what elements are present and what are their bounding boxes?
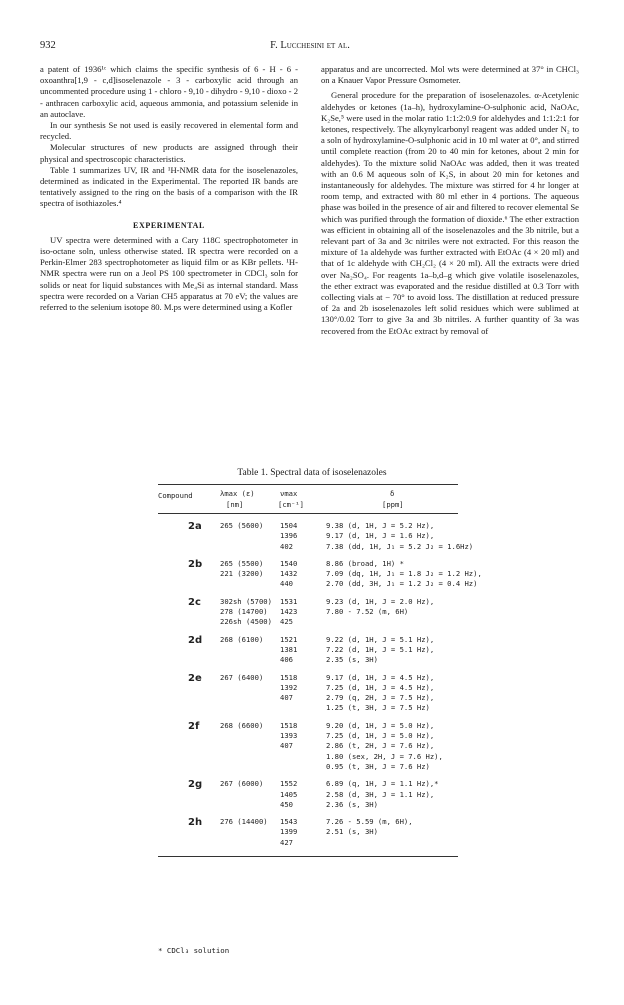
table-row bbox=[158, 597, 458, 628]
table-header-rule bbox=[158, 513, 458, 514]
paragraph: Molecular structures of new products are assigned through their physical and spectroscopic characteristics. bbox=[40, 142, 298, 164]
nmr-cell bbox=[326, 635, 434, 666]
ir-cell-line: 1521 bbox=[280, 634, 298, 644]
compound-cell: 2f bbox=[188, 720, 200, 732]
ir-cell-line: 1405 bbox=[280, 789, 298, 799]
ir-cell-line: 427 bbox=[280, 837, 293, 847]
nmr-cell-line: 7.25 (d, 1H, J = 5.0 Hz), bbox=[326, 731, 435, 741]
header-delta-unit: [ppm] bbox=[382, 500, 404, 509]
ir-cell-line: 1381 bbox=[280, 644, 298, 654]
nmr-cell-line: 2.70 (dd, 3H, J₁ = 1.2 J₂ = 0.4 Hz) bbox=[326, 579, 478, 589]
header-lambda: λmax (ε) bbox=[220, 489, 255, 498]
ir-cell bbox=[280, 521, 297, 552]
compound-cell: 2c bbox=[188, 596, 201, 608]
lambda-cell bbox=[220, 721, 263, 731]
nmr-cell-line: 2.79 (q, 2H, J = 7.5 Hz), bbox=[326, 693, 435, 703]
paragraph: a patent of 1936¹ᶜ which claims the specific synthesis of 6 - H - 6 - oxoanthra[1,9 - c,d]isoselenazole - 3 - carboxylic acid through an uncommented procedure using 1 - chloro - 9,10 - dihydro - 9,10 - dioxo - 2 - anthracen carboxylic acid, aqueous ammonia, and potassium selenide in an autoclave. bbox=[40, 64, 298, 119]
nmr-cell-line: 7.38 (dd, 1H, J₁ = 5.2 J₂ = 1.6Hz) bbox=[326, 541, 474, 551]
ir-cell-line: 402 bbox=[280, 541, 293, 551]
nmr-cell-line: 0.95 (t, 3H, J = 7.6 Hz) bbox=[326, 761, 430, 771]
ir-cell-line: 425 bbox=[280, 617, 293, 627]
ir-cell-line: 1540 bbox=[280, 558, 298, 568]
ir-cell-line: 1396 bbox=[280, 531, 298, 541]
page-number: 932 bbox=[40, 40, 56, 51]
section-heading: EXPERIMENTAL bbox=[133, 220, 205, 230]
ir-cell-line: 407 bbox=[280, 693, 293, 703]
lambda-cell-line: 226sh (4500) bbox=[220, 617, 272, 627]
ir-cell-line: 1399 bbox=[280, 827, 298, 837]
ir-cell-line: 1423 bbox=[280, 607, 298, 617]
ir-cell bbox=[280, 721, 297, 752]
nmr-cell-line: 1.80 (sex, 2H, J = 7.6 Hz), bbox=[326, 751, 443, 761]
nmr-cell-line: 9.22 (d, 1H, J = 5.1 Hz), bbox=[326, 634, 435, 644]
ir-cell-line: 1531 bbox=[280, 596, 298, 606]
compound-cell: 2b bbox=[188, 558, 203, 570]
lambda-cell-line: 221 (3200) bbox=[220, 569, 264, 579]
nmr-cell-line: 2.51 (s, 3H) bbox=[326, 827, 378, 837]
lambda-cell bbox=[220, 521, 263, 531]
nmr-cell-line: 9.38 (d, 1H, J = 5.2 Hz), bbox=[326, 521, 435, 530]
ir-cell-line: 1432 bbox=[280, 569, 298, 579]
compound-cell: 2a bbox=[188, 521, 202, 532]
lambda-cell-line: 268 (6100) bbox=[220, 634, 264, 644]
ir-cell bbox=[280, 597, 297, 628]
page-header bbox=[40, 40, 580, 54]
paragraph: UV spectra were determined with a Cary 118C spectrophotometer in iso-octane soln, unless otherwise stated. IR spectra were recorded on a Perkin-Elmer 283 spectrophotometer as liquid film or as KBr pellets. ¹H-NMR spectra were run on a Jeol PS 100 spectrometer in CDCl₃ soln for solids or neat for liquid substances with Me₄Si as internal standard. Mass spectra were recorded on a Varian CH5 apparatus at 70 eV; the values are referred to the selenium isotope 80. M.ps were determined using a Kofler bbox=[40, 234, 298, 313]
nmr-cell-line: 2.58 (d, 3H, J = 1.1 Hz), bbox=[326, 789, 435, 799]
lambda-cell-line: 302sh (5700) bbox=[220, 596, 272, 606]
compound-cell: 2d bbox=[188, 634, 203, 646]
header-lambda-unit: [nm] bbox=[226, 500, 244, 509]
table-row bbox=[158, 779, 458, 810]
nmr-cell-line: 2.86 (t, 2H, J = 7.6 Hz), bbox=[326, 741, 435, 751]
spectral-data-table bbox=[158, 484, 482, 857]
ir-cell-line: 1393 bbox=[280, 731, 298, 741]
nmr-cell-line: 2.35 (s, 3H) bbox=[326, 655, 378, 665]
compound-cell: 2g bbox=[188, 779, 203, 791]
table-row bbox=[158, 521, 474, 552]
ir-cell-line: 1518 bbox=[280, 720, 298, 730]
paragraph: In our synthesis Se not used is easily recovered in elemental form and recycled. bbox=[40, 120, 298, 142]
lambda-cell-line: 265 (5500) bbox=[220, 558, 264, 568]
ir-cell-line: 450 bbox=[280, 799, 293, 809]
ir-cell bbox=[280, 559, 297, 590]
nmr-cell bbox=[326, 779, 439, 810]
nmr-cell-line: 9.17 (d, 1H, J = 4.5 Hz), bbox=[326, 672, 435, 682]
running-head: F. Lucchesini et al. bbox=[270, 40, 350, 51]
lambda-cell bbox=[220, 673, 263, 683]
lambda-cell bbox=[220, 635, 263, 645]
table-body bbox=[158, 521, 482, 857]
lambda-cell-line: 265 (5600) bbox=[220, 521, 264, 530]
table-header bbox=[158, 485, 458, 513]
ir-cell bbox=[280, 635, 297, 666]
lambda-cell-line: 276 (14400) bbox=[220, 817, 268, 827]
nmr-cell-line: 7.80 - 7.52 (m, 6H) bbox=[326, 607, 409, 617]
ir-cell bbox=[280, 673, 297, 704]
nmr-cell-line: 7.26 - 5.59 (m, 6H), bbox=[326, 817, 413, 827]
header-delta: δ bbox=[390, 489, 395, 498]
header-nu-unit: [cm⁻¹] bbox=[278, 500, 304, 509]
compound-cell: 2e bbox=[188, 672, 202, 684]
lambda-cell-line: 267 (6400) bbox=[220, 672, 264, 682]
nmr-cell bbox=[326, 559, 482, 590]
nmr-cell-line: 2.36 (s, 3H) bbox=[326, 799, 378, 809]
nmr-cell bbox=[326, 673, 434, 714]
nmr-cell-line: 9.17 (d, 1H, J = 1.6 Hz), bbox=[326, 531, 435, 541]
nmr-cell-line: 9.23 (d, 1H, J = 2.0 Hz), bbox=[326, 596, 435, 606]
ir-cell-line: 1392 bbox=[280, 682, 298, 692]
lambda-cell-line: 268 (6600) bbox=[220, 720, 264, 730]
ir-cell-line: 1504 bbox=[280, 521, 298, 530]
nmr-cell-line: 9.20 (d, 1H, J = 5.0 Hz), bbox=[326, 720, 435, 730]
lambda-cell-line: 278 (14700) bbox=[220, 607, 268, 617]
lambda-cell bbox=[220, 559, 263, 580]
ir-cell-line: 440 bbox=[280, 579, 293, 589]
lambda-cell bbox=[220, 597, 272, 628]
ir-cell-line: 1552 bbox=[280, 779, 298, 789]
table-row bbox=[158, 558, 482, 590]
compound-cell: 2h bbox=[188, 817, 203, 829]
table-caption: Table 1. Spectral data of isoselenazoles bbox=[237, 468, 387, 478]
ir-cell bbox=[280, 779, 297, 810]
nmr-cell-line: 6.89 (q, 1H, J = 1.1 Hz),* bbox=[326, 779, 439, 789]
lambda-cell bbox=[220, 817, 268, 827]
table-row bbox=[158, 635, 458, 666]
table-row bbox=[158, 673, 458, 714]
table-row bbox=[158, 721, 458, 773]
nmr-cell bbox=[326, 817, 413, 838]
left-column bbox=[40, 64, 298, 313]
lambda-cell-line: 267 (6000) bbox=[220, 779, 264, 789]
header-compound: Compound bbox=[158, 491, 193, 500]
table-footnote: * CDCl₃ solution bbox=[158, 946, 230, 955]
nmr-cell-line: 7.09 (dq, 1H, J₁ = 1.8 J₂ = 1.2 Hz), bbox=[326, 569, 482, 579]
nmr-cell-line: 1.25 (t, 3H, J = 7.5 Hz) bbox=[326, 703, 430, 713]
nmr-cell-line: 7.25 (d, 1H, J = 4.5 Hz), bbox=[326, 682, 435, 692]
nmr-cell bbox=[326, 521, 473, 552]
nmr-cell bbox=[326, 597, 434, 618]
ir-cell-line: 406 bbox=[280, 655, 293, 665]
nmr-cell-line: 8.86 (broad, 1H) * bbox=[326, 558, 404, 568]
ir-cell-line: 1543 bbox=[280, 817, 298, 827]
paragraph: Table 1 summarizes UV, IR and ¹H-NMR data for the isoselenazoles, determined as indicated in the Experimental. The reported IR bands are tentatively assigned to the ring on the basis of a comparison with the IR spectra of isothiazoles.⁴ bbox=[40, 164, 298, 209]
table-row bbox=[158, 817, 458, 848]
ir-cell bbox=[280, 817, 297, 848]
nmr-cell bbox=[326, 721, 443, 772]
paragraph: apparatus and are uncorrected. Mol wts were determined at 37° in CHCl₃ on a Knauer Vapor Pressure Osmometer. bbox=[321, 64, 579, 86]
nmr-cell-line: 7.22 (d, 1H, J = 5.1 Hz), bbox=[326, 644, 435, 654]
ir-cell-line: 407 bbox=[280, 741, 293, 751]
lambda-cell bbox=[220, 779, 263, 789]
paragraph: General procedure for the preparation of isoselenazoles. α-Acetylenic aldehydes or ketones (1a–h), hydroxylamine-O-sulphonic acid, NaOAc, K₂Se,⁵ were used in the molar ratio 1:1:2:0.9 for aldehydes and 1:1:2:1 for ketones, respectively. The alkynylcarbonyl reagent was added under N₂ to a soln of hydroxylamine-O-sulphonic acid in 10 ml water at 0°, and stirred until complete reaction (from 20 to 40 min for ketones, about 2 min for aldehydes). To the mixture solid NaOAc was added, then it was treated with an 0.6 M aqueous soln of K₂S, in about 20 min for ketones and instantaneously for aldehydes. The mixture was stirred for 4 hr longer at room temp, and extracted with 80 ml ether in 4 portions. The aqueous phase was boiled in the presence of air and filtered to recover elemental Se which was purified through the formation of dioxide.⁶ The ether extraction was efficient in obtaining all of the isoselenazoles and the 3b nitrile, but a relevant part of 3a and 3c nitriles were not extracted. For this reason the mixture of 1a aldehyde was further extracted with EtOAc (4 × 20 ml) and that of 1c aldehyde with CH₂Cl₂ (4 × 20 ml). All the extracts were dried over Na₂SO₄. For reagents 1a–b,d–g which give volatile isoselenazoles, the ether extract was evaporated and the residue distilled at 0.3 Torr with collecting vials at − 70° to avoid loss. The distillation at reduced pressure of 2a and 2b isoselenazoles left solid residues which were sublimed at 130°/0.02 Torr to give 3a and 3b nitriles. A further quantity of 3a was recovered from the EtOAc extract by removal of bbox=[321, 90, 579, 336]
header-nu: νmax bbox=[280, 489, 298, 498]
table-bottom-rule bbox=[158, 856, 458, 857]
ir-cell-line: 1518 bbox=[280, 672, 298, 682]
right-column bbox=[321, 64, 579, 337]
